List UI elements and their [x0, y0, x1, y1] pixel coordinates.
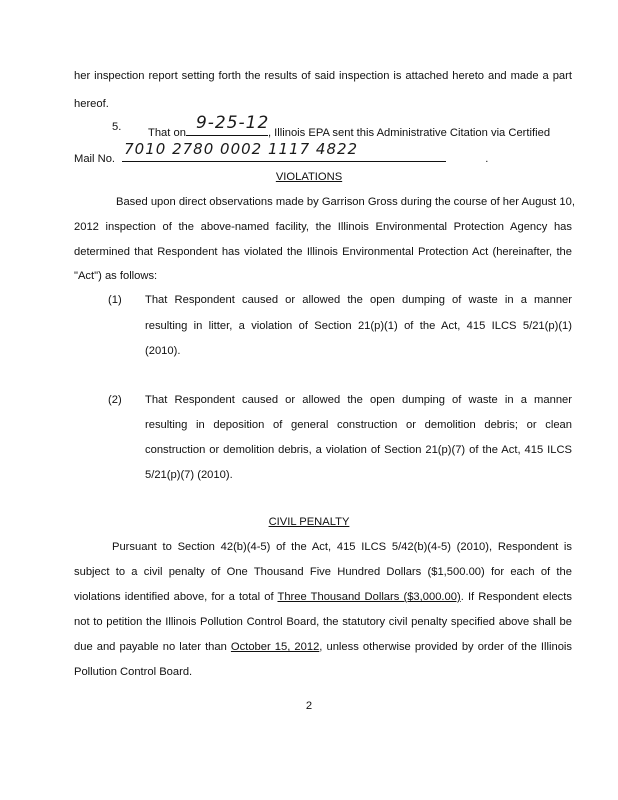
para5-text-before: That on [148, 127, 186, 139]
penalty-line-3-after: . If Respondent elects [460, 591, 572, 603]
violation-1-line-1: That Respondent caused or allowed the open dumping of waste in a manner [145, 294, 572, 306]
para5-text-after: , Illinois EPA sent this Administrative Citation via Certified [267, 127, 551, 139]
continuation-line-1: her inspection report setting forth the results of said inspection is attached hereto and made a part [74, 70, 572, 82]
paragraph-5-text [148, 113, 551, 139]
penalty-line-3-before: violations identified above, for a total of [74, 591, 278, 603]
violation-2-line-1: That Respondent caused or allowed the open dumping of waste in a manner [145, 394, 572, 406]
violations-heading-text: VIOLATIONS [275, 171, 343, 183]
civil-penalty-heading [0, 516, 618, 528]
violation-2-line-2: resulting in deposition of general construction or demolition debris; or clean [145, 419, 572, 431]
violation-1-line-2: resulting in litter, a violation of Section 21(p)(1) of the Act, 415 ILCS 5/21(p)(1) [145, 320, 572, 332]
mail-line [74, 140, 489, 165]
violation-2-number: (2) [108, 394, 122, 406]
handwritten-mail-number: 7010 2780 0002 1117 4822 [124, 140, 359, 158]
violation-1-line-3: (2010). [145, 345, 181, 357]
violations-intro-line-1: Based upon direct observations made by Garrison Gross during the course of her August 10, [116, 196, 575, 208]
penalty-total-amount: Three Thousand Dollars ($3,000.00) [277, 591, 461, 603]
violations-heading [0, 171, 618, 183]
violation-1-number: (1) [108, 294, 122, 306]
penalty-line-3 [74, 591, 572, 603]
penalty-line-6: Pollution Control Board. [74, 666, 193, 678]
penalty-line-4: not to petition the Illinois Pollution Control Board, the statutory civil penalty specified above shall be [74, 616, 572, 628]
mail-number-blank [122, 140, 446, 162]
mail-label: Mail No. [74, 153, 116, 165]
violations-intro-line-3: determined that Respondent has violated the Illinois Environmental Protection Act (hereinafter, the [74, 246, 572, 258]
penalty-line-5 [74, 641, 572, 653]
penalty-line-2: subject to a civil penalty of One Thousand Five Hundred Dollars ($1,500.00) for each of the [74, 566, 572, 578]
mail-trailing-period: . [485, 153, 489, 165]
paragraph-number: 5. [112, 121, 122, 133]
violations-intro-line-4: "Act") as follows: [74, 270, 158, 282]
page-number: 2 [305, 700, 313, 712]
violations-intro-line-2: 2012 inspection of the above-named facility, the Illinois Environmental Protection Agency has [74, 221, 572, 233]
penalty-line-5-before: due and payable no later than [74, 641, 231, 653]
penalty-line-5-after: , unless otherwise provided by order of the Illinois [319, 641, 572, 653]
violation-2-line-3: construction or demolition debris, a violation of Section 21(p)(7) of the Act, 415 ILCS [145, 444, 572, 456]
handwritten-date: 9-25-12 [195, 113, 270, 133]
penalty-due-date: October 15, 2012 [230, 641, 320, 653]
civil-penalty-heading-text: CIVIL PENALTY [268, 516, 350, 528]
violation-2-line-4: 5/21(p)(7) (2010). [145, 469, 233, 481]
date-blank [186, 113, 270, 136]
continuation-line-2: hereof. [74, 98, 109, 110]
penalty-line-1: Pursuant to Section 42(b)(4-5) of the Act, 415 ILCS 5/42(b)(4-5) (2010), Respondent is [112, 541, 572, 553]
